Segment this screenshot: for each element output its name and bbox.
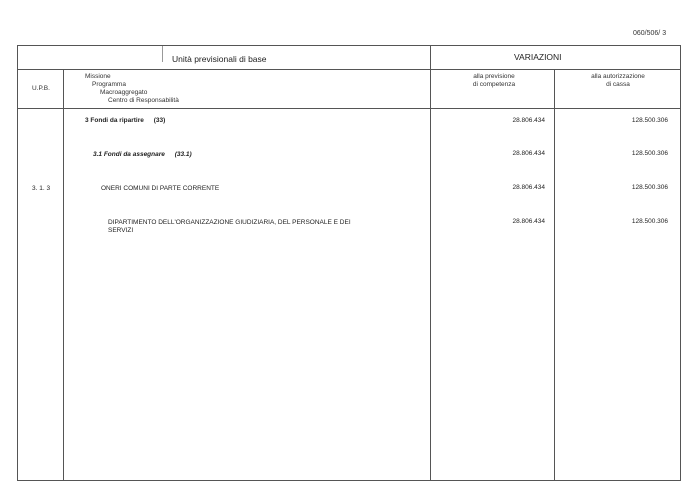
header-divider [18,69,680,70]
upb-header: U.P.B. [32,85,50,92]
upb-column-divider [63,69,64,480]
cassa-header-line1: alla autorizzazione [591,73,645,80]
row3-cassa: 128.500.306 [631,184,668,191]
budget-table [17,45,681,481]
row-label: 3.1 Fondi da assegnare [93,151,165,158]
unita-previsionali-title: Unità previsionali di base [172,54,267,64]
row1-competenza: 28.806.434 [512,117,545,124]
row-oneri-comuni: ONERI COMUNI DI PARTE CORRENTE [101,185,220,192]
competenza-header-line1: alla previsione [473,73,515,80]
row2-cassa: 128.500.306 [631,150,668,157]
row-code: (33) [153,117,166,124]
row-label-line1: DIPARTIMENTO DELL'ORGANIZZAZIONE GIUDIZIARIA, DEL PERSONALE E DEI [108,219,351,226]
cassa-header-line2: di cassa [606,80,630,88]
page-reference: 060/506/ 3 [633,30,667,37]
row1-cassa: 128.500.306 [631,117,668,124]
row2-competenza: 28.806.434 [512,150,545,157]
row-dipartimento [108,219,351,235]
cassa-header [574,73,662,88]
header-tick-mark [162,46,163,62]
row-fondi-da-ripartire [85,117,165,124]
competenza-header [454,73,534,88]
header-bottom-divider [18,108,680,109]
row-fondi-da-assegnare [93,151,192,158]
row3-upb-code: 3. 1. 3 [32,185,51,192]
variazioni-title: VARIAZIONI [514,52,562,62]
cassa-column-divider [554,69,555,480]
row-label-line2: SERVIZI [108,227,134,234]
row3-competenza: 28.806.434 [512,184,545,191]
row4-cassa: 128.500.306 [631,218,668,225]
row-label: 3 Fondi da ripartire [85,117,144,124]
competenza-header-line2: di competenza [472,80,516,88]
row4-competenza: 28.806.434 [512,218,545,225]
hierarchy-macroaggregato: Macroaggregato [100,89,148,96]
hierarchy-centro: Centro di Responsabilità [108,97,179,104]
hierarchy-programma: Programma [92,81,126,88]
variazioni-column-divider [430,46,431,480]
row-code: (33.1) [174,151,192,158]
hierarchy-missione: Missione [85,73,111,80]
